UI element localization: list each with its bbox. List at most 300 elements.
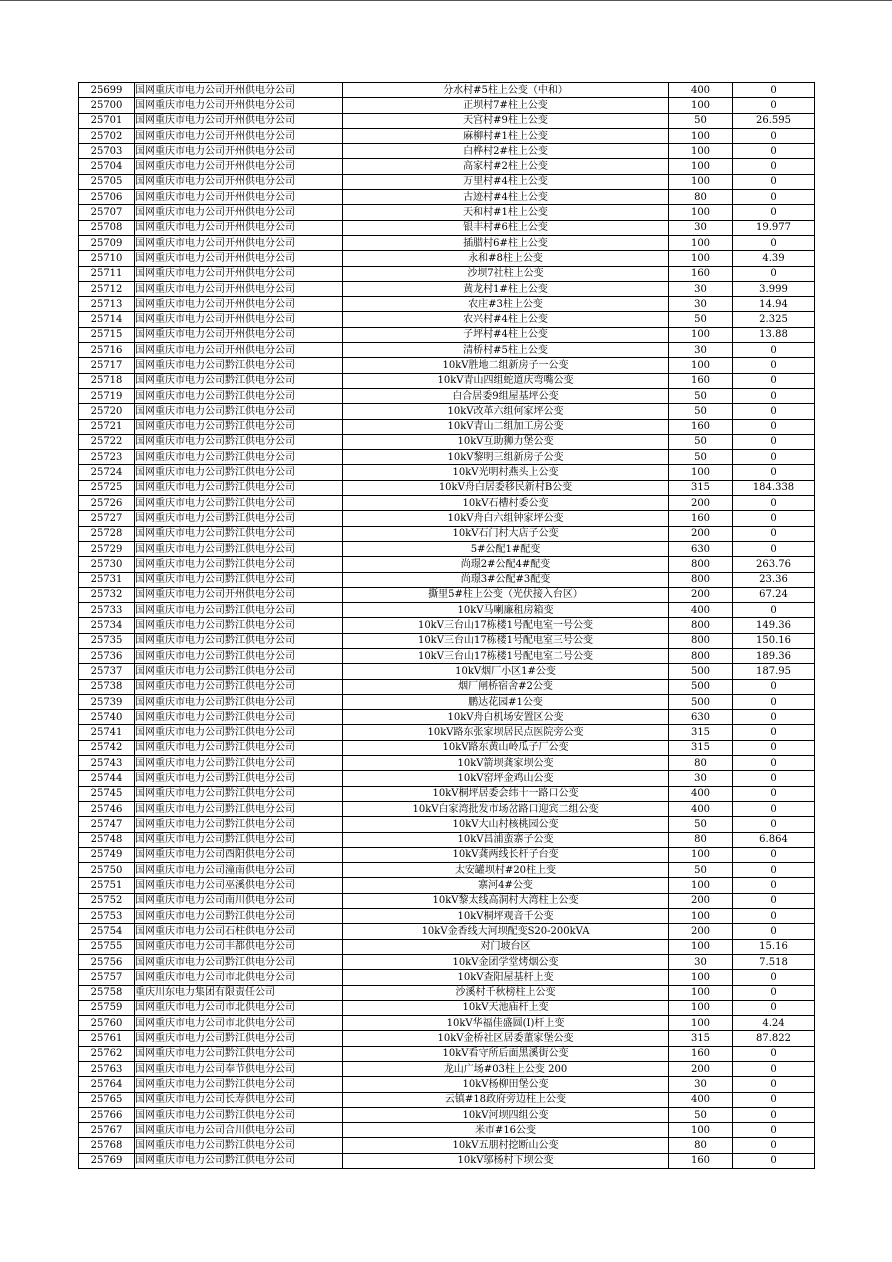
- capacity-cell: 200: [669, 496, 733, 511]
- company-cell: 国网重庆市电力公司黔江供电分公司: [135, 526, 343, 541]
- transformer-name-cell: 10kV看守所后面黑溪街公变: [343, 1046, 669, 1061]
- row-id-cell: 25749: [79, 847, 135, 862]
- transformer-name-cell: 10kV路东张家坝居民点医院旁公变: [343, 725, 669, 740]
- company-cell: 国网重庆市电力公司黔江供电分公司: [135, 832, 343, 847]
- transformer-name-cell: 尚璟2#公配4#配变: [343, 557, 669, 572]
- table-row: [79, 281, 815, 296]
- table-row: [79, 710, 815, 725]
- company-cell: 国网重庆市电力公司黔江供电分公司: [135, 434, 343, 449]
- table-row: [79, 419, 815, 434]
- transformer-name-cell: 10kV华福佳盛圆(I)杆上变: [343, 1016, 669, 1031]
- company-cell: 国网重庆市电力公司黔江供电分公司: [135, 786, 343, 801]
- table-row: [79, 1077, 815, 1092]
- capacity-cell: 50: [669, 817, 733, 832]
- row-id-cell: 25765: [79, 1092, 135, 1107]
- row-id-cell: 25764: [79, 1077, 135, 1092]
- table-row: [79, 648, 815, 663]
- transformer-name-cell: 10kV舟白六组钟家坪公变: [343, 511, 669, 526]
- table-row: [79, 465, 815, 480]
- capacity-cell: 200: [669, 924, 733, 939]
- transformer-name-cell: 万里村#4柱上公变: [343, 174, 669, 189]
- transformer-name-cell: 10kV青山四组蛇道庆弯嘴公变: [343, 373, 669, 388]
- row-id-cell: 25757: [79, 970, 135, 985]
- transformer-name-cell: 撕里5#柱上公变（光伏接入台区）: [343, 587, 669, 602]
- capacity-cell: 100: [669, 465, 733, 480]
- capacity-cell: 100: [669, 128, 733, 143]
- capacity-cell: 160: [669, 373, 733, 388]
- company-cell: 国网重庆市电力公司黔江供电分公司: [135, 480, 343, 495]
- table-row: [79, 266, 815, 281]
- value-cell: 149.36: [733, 618, 815, 633]
- transformer-capacity-table: [78, 82, 815, 1169]
- transformer-name-cell: 10kV互助狮力堡公变: [343, 434, 669, 449]
- table-row: [79, 893, 815, 908]
- value-cell: 0: [733, 847, 815, 862]
- company-cell: 国网重庆市电力公司开州供电分公司: [135, 587, 343, 602]
- company-cell: 国网重庆市电力公司市北供电分公司: [135, 1016, 343, 1031]
- capacity-cell: 100: [669, 98, 733, 113]
- value-cell: 2.325: [733, 312, 815, 327]
- table-row: [79, 98, 815, 113]
- transformer-name-cell: 10kV金团学堂烤烟公变: [343, 954, 669, 969]
- capacity-cell: 200: [669, 587, 733, 602]
- row-id-cell: 25733: [79, 603, 135, 618]
- table-row: [79, 694, 815, 709]
- row-id-cell: 25703: [79, 144, 135, 159]
- row-id-cell: 25768: [79, 1138, 135, 1153]
- transformer-name-cell: 鹏达花园#1公变: [343, 694, 669, 709]
- table-row: [79, 144, 815, 159]
- transformer-name-cell: 10kV舟白机场安置区公变: [343, 710, 669, 725]
- row-id-cell: 25716: [79, 343, 135, 358]
- table-row: [79, 786, 815, 801]
- row-id-cell: 25728: [79, 526, 135, 541]
- transformer-name-cell: 10kV改革六组何家坪公变: [343, 404, 669, 419]
- table-row: [79, 756, 815, 771]
- value-cell: 0: [733, 159, 815, 174]
- value-cell: 15.16: [733, 939, 815, 954]
- capacity-cell: 100: [669, 327, 733, 342]
- row-id-cell: 25763: [79, 1062, 135, 1077]
- company-cell: 国网重庆市电力公司黔江供电分公司: [135, 909, 343, 924]
- transformer-name-cell: 沙溪村千秋榜柱上公变: [343, 985, 669, 1000]
- value-cell: 0: [733, 603, 815, 618]
- row-id-cell: 25723: [79, 450, 135, 465]
- value-cell: 0: [733, 205, 815, 220]
- table-row: [79, 1046, 815, 1061]
- table-row: [79, 985, 815, 1000]
- table-row: [79, 113, 815, 128]
- company-cell: 国网重庆市电力公司黔江供电分公司: [135, 541, 343, 556]
- table-row: [79, 1107, 815, 1122]
- company-cell: 国网重庆市电力公司开州供电分公司: [135, 144, 343, 159]
- row-id-cell: 25719: [79, 388, 135, 403]
- table-row: [79, 511, 815, 526]
- company-cell: 国网重庆市电力公司黔江供电分公司: [135, 618, 343, 633]
- capacity-cell: 100: [669, 1000, 733, 1015]
- transformer-name-cell: 沙坝7社柱上公变: [343, 266, 669, 281]
- value-cell: 184.338: [733, 480, 815, 495]
- value-cell: 0: [733, 710, 815, 725]
- table-row: [79, 1000, 815, 1015]
- capacity-cell: 315: [669, 480, 733, 495]
- transformer-name-cell: 10kV黎明三组新房子公变: [343, 450, 669, 465]
- transformer-name-cell: 10kV三台山17栋楼1号配电室二号公变: [343, 648, 669, 663]
- value-cell: 0: [733, 1153, 815, 1168]
- company-cell: 国网重庆市电力公司黔江供电分公司: [135, 954, 343, 969]
- company-cell: 国网重庆市电力公司黔江供电分公司: [135, 496, 343, 511]
- value-cell: 0: [733, 98, 815, 113]
- capacity-cell: 30: [669, 771, 733, 786]
- row-id-cell: 25713: [79, 297, 135, 312]
- company-cell: 国网重庆市电力公司黔江供电分公司: [135, 404, 343, 419]
- transformer-name-cell: 尚璟3#公配#3配变: [343, 572, 669, 587]
- row-id-cell: 25750: [79, 863, 135, 878]
- value-cell: 0: [733, 343, 815, 358]
- capacity-cell: 100: [669, 251, 733, 266]
- transformer-name-cell: 黄龙村1#柱上公变: [343, 281, 669, 296]
- company-cell: 国网重庆市电力公司开州供电分公司: [135, 113, 343, 128]
- capacity-cell: 100: [669, 235, 733, 250]
- capacity-cell: 100: [669, 939, 733, 954]
- value-cell: 187.95: [733, 664, 815, 679]
- table-row: [79, 235, 815, 250]
- capacity-cell: 80: [669, 190, 733, 205]
- transformer-name-cell: 10kV金桥社区居委董家堡公变: [343, 1031, 669, 1046]
- row-id-cell: 25722: [79, 434, 135, 449]
- value-cell: 7.518: [733, 954, 815, 969]
- table-row: [79, 1138, 815, 1153]
- value-cell: 87.822: [733, 1031, 815, 1046]
- transformer-name-cell: 10kV胜地二组新房子一公变: [343, 358, 669, 373]
- row-id-cell: 25704: [79, 159, 135, 174]
- transformer-name-cell: 白桦村2#柱上公变: [343, 144, 669, 159]
- table-row: [79, 1092, 815, 1107]
- value-cell: 0: [733, 1000, 815, 1015]
- company-cell: 国网重庆市电力公司黔江供电分公司: [135, 740, 343, 755]
- capacity-cell: 100: [669, 159, 733, 174]
- row-id-cell: 25705: [79, 174, 135, 189]
- transformer-name-cell: 10kV大山村核桃园公变: [343, 817, 669, 832]
- value-cell: 0: [733, 878, 815, 893]
- row-id-cell: 25740: [79, 710, 135, 725]
- company-cell: 国网重庆市电力公司黔江供电分公司: [135, 710, 343, 725]
- row-id-cell: 25756: [79, 954, 135, 969]
- row-id-cell: 25743: [79, 756, 135, 771]
- value-cell: 0: [733, 450, 815, 465]
- capacity-cell: 630: [669, 541, 733, 556]
- company-cell: 国网重庆市电力公司黔江供电分公司: [135, 358, 343, 373]
- capacity-cell: 160: [669, 1153, 733, 1168]
- capacity-cell: 30: [669, 220, 733, 235]
- table-row: [79, 1016, 815, 1031]
- transformer-name-cell: 农兴村#4柱上公变: [343, 312, 669, 327]
- company-cell: 国网重庆市电力公司开州供电分公司: [135, 251, 343, 266]
- capacity-cell: 100: [669, 970, 733, 985]
- value-cell: 4.24: [733, 1016, 815, 1031]
- transformer-name-cell: 10kV昌浦蛮寨子公变: [343, 832, 669, 847]
- company-cell: 国网重庆市电力公司黔江供电分公司: [135, 679, 343, 694]
- company-cell: 国网重庆市电力公司开州供电分公司: [135, 343, 343, 358]
- company-cell: 国网重庆市电力公司开州供电分公司: [135, 235, 343, 250]
- row-id-cell: 25730: [79, 557, 135, 572]
- row-id-cell: 25710: [79, 251, 135, 266]
- company-cell: 国网重庆市电力公司黔江供电分公司: [135, 1077, 343, 1092]
- capacity-cell: 80: [669, 756, 733, 771]
- table-row: [79, 526, 815, 541]
- capacity-cell: 30: [669, 281, 733, 296]
- value-cell: 0: [733, 404, 815, 419]
- capacity-cell: 50: [669, 863, 733, 878]
- transformer-name-cell: 10kV天池庙杆上变: [343, 1000, 669, 1015]
- transformer-name-cell: 10kV石门村大店子公变: [343, 526, 669, 541]
- value-cell: 0: [733, 985, 815, 1000]
- table-row: [79, 633, 815, 648]
- table-row: [79, 128, 815, 143]
- table-row: [79, 679, 815, 694]
- value-cell: 13.88: [733, 327, 815, 342]
- transformer-name-cell: 10kV邬杨村下坝公变: [343, 1153, 669, 1168]
- row-id-cell: 25767: [79, 1123, 135, 1138]
- capacity-cell: 100: [669, 1016, 733, 1031]
- value-cell: 0: [733, 801, 815, 816]
- value-cell: 0: [733, 740, 815, 755]
- row-id-cell: 25744: [79, 771, 135, 786]
- transformer-name-cell: 10kV三台山17栋楼1号配电室一号公变: [343, 618, 669, 633]
- table-row: [79, 480, 815, 495]
- table-row: [79, 725, 815, 740]
- value-cell: 0: [733, 679, 815, 694]
- table-row: [79, 970, 815, 985]
- capacity-cell: 100: [669, 847, 733, 862]
- table-body: [79, 83, 815, 1169]
- row-id-cell: 25726: [79, 496, 135, 511]
- capacity-cell: 30: [669, 343, 733, 358]
- value-cell: 0: [733, 526, 815, 541]
- company-cell: 重庆川东电力集团有限责任公司: [135, 985, 343, 1000]
- transformer-name-cell: 太安罐坝村#20柱上变: [343, 863, 669, 878]
- table-row: [79, 832, 815, 847]
- table-row: [79, 496, 815, 511]
- capacity-cell: 50: [669, 113, 733, 128]
- company-cell: 国网重庆市电力公司市北供电分公司: [135, 1000, 343, 1015]
- capacity-cell: 100: [669, 1123, 733, 1138]
- transformer-name-cell: 10kV五朋村挖断山公变: [343, 1138, 669, 1153]
- row-id-cell: 25706: [79, 190, 135, 205]
- capacity-cell: 500: [669, 694, 733, 709]
- row-id-cell: 25729: [79, 541, 135, 556]
- row-id-cell: 25712: [79, 281, 135, 296]
- transformer-name-cell: 10kV黎太线高洞村大湾柱上公变: [343, 893, 669, 908]
- row-id-cell: 25745: [79, 786, 135, 801]
- company-cell: 国网重庆市电力公司开州供电分公司: [135, 312, 343, 327]
- table-row: [79, 587, 815, 602]
- value-cell: 0: [733, 144, 815, 159]
- table-row: [79, 557, 815, 572]
- capacity-cell: 630: [669, 710, 733, 725]
- company-cell: 国网重庆市电力公司黔江供电分公司: [135, 817, 343, 832]
- table-row: [79, 618, 815, 633]
- top-border-line: [0, 0, 892, 1]
- capacity-cell: 200: [669, 526, 733, 541]
- value-cell: 150.16: [733, 633, 815, 648]
- value-cell: 189.36: [733, 648, 815, 663]
- table-row: [79, 954, 815, 969]
- table-row: [79, 1031, 815, 1046]
- row-id-cell: 25725: [79, 480, 135, 495]
- capacity-cell: 800: [669, 572, 733, 587]
- company-cell: 国网重庆市电力公司黔江供电分公司: [135, 756, 343, 771]
- transformer-name-cell: 子坪村#4柱上公变: [343, 327, 669, 342]
- transformer-name-cell: 烟厂闸桥宿舍#2公变: [343, 679, 669, 694]
- row-id-cell: 25732: [79, 587, 135, 602]
- capacity-cell: 50: [669, 450, 733, 465]
- table-row: [79, 817, 815, 832]
- table-row: [79, 603, 815, 618]
- company-cell: 国网重庆市电力公司酉阳供电分公司: [135, 847, 343, 862]
- transformer-name-cell: 清桥村#5柱上公变: [343, 343, 669, 358]
- value-cell: 19.977: [733, 220, 815, 235]
- capacity-cell: 50: [669, 312, 733, 327]
- table-row: [79, 251, 815, 266]
- transformer-name-cell: 10kV路东黄山岭瓜子厂公变: [343, 740, 669, 755]
- company-cell: 国网重庆市电力公司黔江供电分公司: [135, 388, 343, 403]
- value-cell: 23.36: [733, 572, 815, 587]
- transformer-name-cell: 10kV查阳屋基杆上变: [343, 970, 669, 985]
- row-id-cell: 25761: [79, 1031, 135, 1046]
- company-cell: 国网重庆市电力公司黔江供电分公司: [135, 511, 343, 526]
- value-cell: 0: [733, 786, 815, 801]
- company-cell: 国网重庆市电力公司黔江供电分公司: [135, 1107, 343, 1122]
- capacity-cell: 800: [669, 633, 733, 648]
- table-row: [79, 327, 815, 342]
- transformer-name-cell: 永和#8柱上公变: [343, 251, 669, 266]
- row-id-cell: 25755: [79, 939, 135, 954]
- company-cell: 国网重庆市电力公司奉节供电分公司: [135, 1062, 343, 1077]
- row-id-cell: 25702: [79, 128, 135, 143]
- row-id-cell: 25737: [79, 664, 135, 679]
- row-id-cell: 25759: [79, 1000, 135, 1015]
- company-cell: 国网重庆市电力公司开州供电分公司: [135, 128, 343, 143]
- value-cell: 263.76: [733, 557, 815, 572]
- value-cell: 0: [733, 174, 815, 189]
- company-cell: 国网重庆市电力公司开州供电分公司: [135, 297, 343, 312]
- row-id-cell: 25701: [79, 113, 135, 128]
- value-cell: 0: [733, 1092, 815, 1107]
- company-cell: 国网重庆市电力公司黔江供电分公司: [135, 557, 343, 572]
- value-cell: 0: [733, 434, 815, 449]
- row-id-cell: 25746: [79, 801, 135, 816]
- capacity-cell: 100: [669, 205, 733, 220]
- capacity-cell: 200: [669, 1062, 733, 1077]
- table-row: [79, 388, 815, 403]
- capacity-cell: 100: [669, 878, 733, 893]
- transformer-name-cell: 农庄#3柱上公变: [343, 297, 669, 312]
- capacity-cell: 50: [669, 1107, 733, 1122]
- capacity-cell: 160: [669, 1046, 733, 1061]
- capacity-cell: 100: [669, 174, 733, 189]
- value-cell: 0: [733, 373, 815, 388]
- capacity-cell: 315: [669, 725, 733, 740]
- table-row: [79, 939, 815, 954]
- company-cell: 国网重庆市电力公司黔江供电分公司: [135, 450, 343, 465]
- company-cell: 国网重庆市电力公司开州供电分公司: [135, 159, 343, 174]
- transformer-name-cell: 龙山广场#03柱上公变 200: [343, 1062, 669, 1077]
- transformer-name-cell: 10kV光明村燕头上公变: [343, 465, 669, 480]
- company-cell: 国网重庆市电力公司市北供电分公司: [135, 970, 343, 985]
- company-cell: 国网重庆市电力公司开州供电分公司: [135, 205, 343, 220]
- value-cell: 0: [733, 771, 815, 786]
- table-row: [79, 83, 815, 98]
- company-cell: 国网重庆市电力公司开州供电分公司: [135, 220, 343, 235]
- table-row: [79, 909, 815, 924]
- capacity-cell: 100: [669, 144, 733, 159]
- value-cell: 14.94: [733, 297, 815, 312]
- capacity-cell: 50: [669, 404, 733, 419]
- capacity-cell: 800: [669, 557, 733, 572]
- table-row: [79, 404, 815, 419]
- table-row: [79, 358, 815, 373]
- row-id-cell: 25715: [79, 327, 135, 342]
- company-cell: 国网重庆市电力公司开州供电分公司: [135, 266, 343, 281]
- company-cell: 国网重庆市电力公司黔江供电分公司: [135, 801, 343, 816]
- transformer-name-cell: 10kV三台山17栋楼1号配电室三号公变: [343, 633, 669, 648]
- row-id-cell: 25762: [79, 1046, 135, 1061]
- transformer-name-cell: 古迹村#4柱上公变: [343, 190, 669, 205]
- transformer-name-cell: 10kV舟白居委移民新村B公变: [343, 480, 669, 495]
- company-cell: 国网重庆市电力公司潼南供电分公司: [135, 863, 343, 878]
- table-row: [79, 572, 815, 587]
- row-id-cell: 25731: [79, 572, 135, 587]
- transformer-name-cell: 10kV金香线大河坝配变S20-200kVA: [343, 924, 669, 939]
- value-cell: 0: [733, 128, 815, 143]
- capacity-cell: 50: [669, 388, 733, 403]
- company-cell: 国网重庆市电力公司黔江供电分公司: [135, 725, 343, 740]
- row-id-cell: 25760: [79, 1016, 135, 1031]
- company-cell: 国网重庆市电力公司开州供电分公司: [135, 98, 343, 113]
- capacity-cell: 160: [669, 266, 733, 281]
- table-row: [79, 878, 815, 893]
- table-row: [79, 312, 815, 327]
- company-cell: 国网重庆市电力公司黔江供电分公司: [135, 603, 343, 618]
- table-row: [79, 220, 815, 235]
- transformer-name-cell: 正坝村7#柱上公变: [343, 98, 669, 113]
- table-row: [79, 1153, 815, 1168]
- value-cell: 0: [733, 694, 815, 709]
- row-id-cell: 25766: [79, 1107, 135, 1122]
- value-cell: 0: [733, 511, 815, 526]
- transformer-name-cell: 麻柳村#1柱上公变: [343, 128, 669, 143]
- value-cell: 0: [733, 1046, 815, 1061]
- value-cell: 0: [733, 817, 815, 832]
- row-id-cell: 25754: [79, 924, 135, 939]
- company-cell: 国网重庆市电力公司长寿供电分公司: [135, 1092, 343, 1107]
- capacity-cell: 50: [669, 434, 733, 449]
- capacity-cell: 30: [669, 1077, 733, 1092]
- transformer-name-cell: 10kV石槽村委公变: [343, 496, 669, 511]
- table-row: [79, 373, 815, 388]
- table-row: [79, 541, 815, 556]
- value-cell: 0: [733, 909, 815, 924]
- value-cell: 0: [733, 465, 815, 480]
- company-cell: 国网重庆市电力公司黔江供电分公司: [135, 664, 343, 679]
- capacity-cell: 30: [669, 954, 733, 969]
- transformer-name-cell: 天宫村#9柱上公变: [343, 113, 669, 128]
- transformer-name-cell: 10kV桐坪观音千公变: [343, 909, 669, 924]
- company-cell: 国网重庆市电力公司黔江供电分公司: [135, 373, 343, 388]
- company-cell: 国网重庆市电力公司黔江供电分公司: [135, 633, 343, 648]
- value-cell: 67.24: [733, 587, 815, 602]
